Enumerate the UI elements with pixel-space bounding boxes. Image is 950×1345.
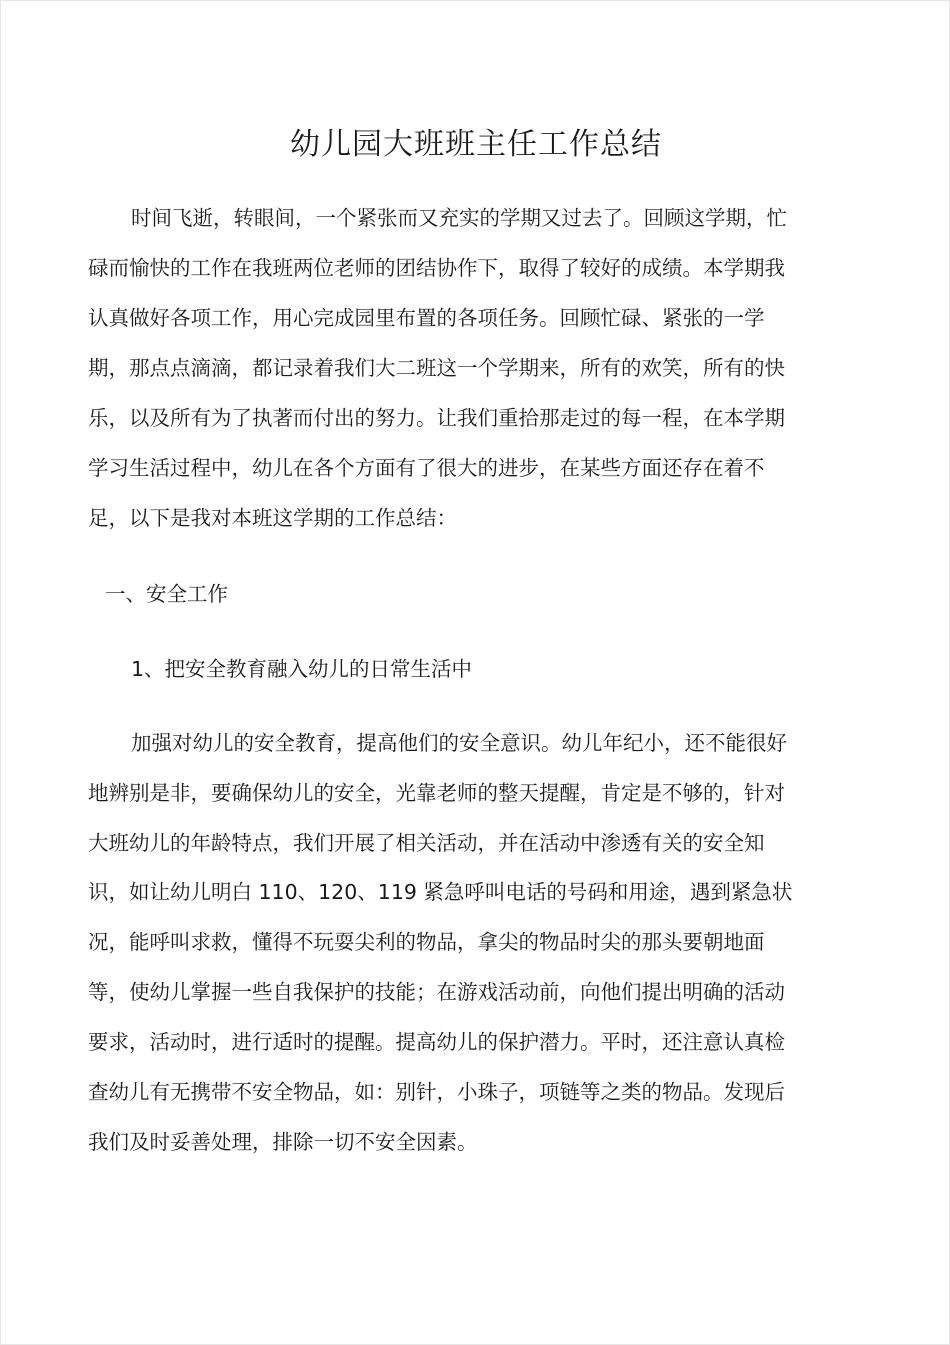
paragraph-2-line-8: 查幼儿有无携带不安全物品，如：别针，小珠子，项链等之类的物品。发现后 xyxy=(88,1080,785,1104)
paragraph-2-line-2: 地辨别是非，要确保幼儿的安全，光靠老师的整天提醒，肯定是不够的，针对 xyxy=(88,781,785,805)
section-heading-safety: 一、安全工作 xyxy=(105,582,228,606)
paragraph-1-line-2: 碌而愉快的工作在我班两位老师的团结协作下，取得了较好的成绩。本学期我 xyxy=(88,256,785,280)
paragraph-2-line-9: 我们及时妥善处理，排除一切不安全因素。 xyxy=(88,1130,478,1154)
paragraph-2-line-5: 况，能呼叫求救，懂得不玩耍尖利的物品，拿尖的物品时尖的那头要朝地面 xyxy=(88,930,765,954)
paragraph-2-line-4: 识，如让幼儿明白 110、120、119 紧急呼叫电话的号码和用途，遇到紧急状 xyxy=(88,880,793,904)
subsection-heading-1: 1、把安全教育融入幼儿的日常生活中 xyxy=(131,657,473,681)
paragraph-2-line-6: 等，使幼儿掌握一些自我保护的技能；在游戏活动前，向他们提出明确的活动 xyxy=(88,980,785,1004)
paragraph-1-line-7: 足，以下是我对本班这学期的工作总结： xyxy=(88,506,457,530)
paragraph-1-line-1: 时间飞逝，转眼间，一个紧张而又充实的学期又过去了。回顾这学期，忙 xyxy=(131,206,787,230)
paragraph-1-line-4: 期，那点点滴滴，都记录着我们大二班这一个学期来，所有的欢笑，所有的快 xyxy=(88,356,785,380)
paragraph-2-line-3: 大班幼儿的年龄特点，我们开展了相关活动，并在活动中渗透有关的安全知 xyxy=(88,831,765,855)
document-title: 幼儿园大班班主任工作总结 xyxy=(290,127,662,162)
paragraph-1-line-6: 学习生活过程中，幼儿在各个方面有了很大的进步，在某些方面还存在着不 xyxy=(88,456,765,480)
paragraph-1-line-3: 认真做好各项工作，用心完成园里布置的各项任务。回顾忙碌、紧张的一学 xyxy=(88,306,765,330)
paragraph-2-line-7: 要求，活动时，进行适时的提醒。提高幼儿的保护潜力。平时，还注意认真检 xyxy=(88,1030,785,1054)
paragraph-2-line-1: 加强对幼儿的安全教育，提高他们的安全意识。幼儿年纪小，还不能很好 xyxy=(131,731,787,755)
paragraph-1-line-5: 乐，以及所有为了执著而付出的努力。让我们重拾那走过的每一程，在本学期 xyxy=(88,406,785,430)
